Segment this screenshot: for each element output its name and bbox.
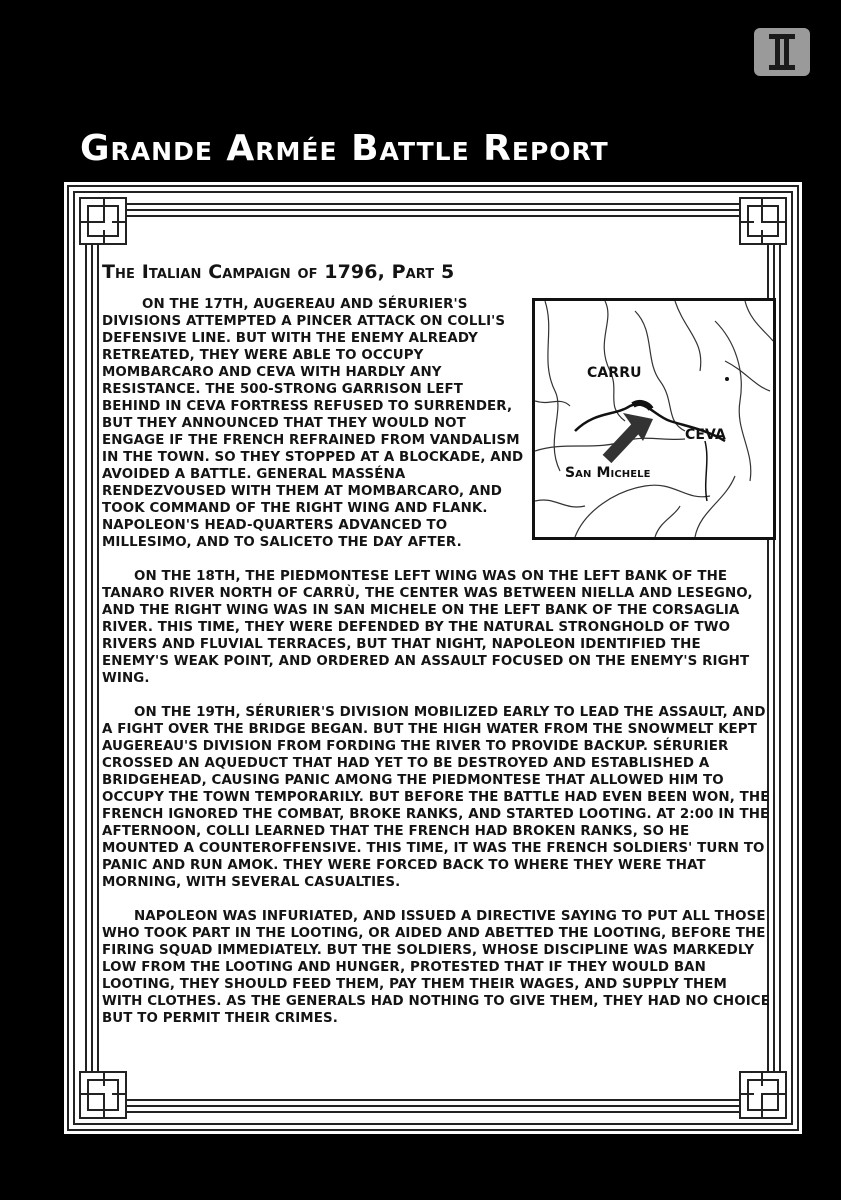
report-frame [64, 182, 802, 1134]
paragraph-1: ON THE 17TH, AUGEREAU AND SÉRURIER'S DIVISIONS ATTEMPTED A PINCER ATTACK ON COLLI'S DEFENSIVE LINE. BUT WITH THE ENEMY ALREADY RETREATED, THEY WERE ABLE TO OCCUPY MOMBARCARO AND CEVA WITH HARDLY ANY RESISTANCE. THE 500-STRONG GARRISON LEFT BEHIND IN CEVA FORTRESS REFUSED TO SURRENDER, BUT THEY ANNOUNCED THAT THEY WOULD NOT ENGAGE IF THE FRENCH REFRAINED FROM VANDALISM IN THE TOWN. SO THEY STOPPED AT A BLOCKADE, AND AVOIDED A BATTLE. GENERAL MASSÉNA RENDEZVOUSED WITH THEM AT MOMBARCARO, AND TOOK COMMAND OF THE RIGHT WING AND FLANK. NAPOLEON'S HEAD-QUARTERS ADVANCED TO MILLESIMO, AND TO SALICETO THE DAY AFTER. [102, 297, 524, 550]
article-subtitle: The Italian Campaign of 1796, Part 5 [102, 261, 455, 283]
article-body [102, 260, 770, 1044]
paragraph-3: ON THE 19TH, SÉRURIER'S DIVISION MOBILIZED EARLY TO LEAD THE ASSAULT, AND A FIGHT OVER THE BRIDGE BEGAN. BUT THE HIGH WATER FROM THE SNOWMELT KEPT AUGEREAU'S DIVISION FROM FORDING THE RIVER TO PROVIDE BACKUP. SÉRURIER CROSSED AN AQUEDUCT THAT HAD YET TO BE DESTROYED AND ESTABLISHED A BRIDGEHEAD, CAUSING PANIC AMONG THE PIEDMONTESE THAT ALLOWED HIM TO OCCUPY THE TOWN TEMPORARILY. BUT BEFORE THE BATTLE HAD EVEN BEEN WON, THE FRENCH IGNORED THE COMBAT, BROKE RANKS, AND STARTED LOOTING. AT 2:00 IN THE AFTERNOON, COLLI LEARNED THAT THE FRENCH HAD BROKEN RANKS, SO HE MOUNTED A COUNTEROFFENSIVE. THIS TIME, IT WAS THE FRENCH SOLDIERS' TURN TO PANIC AND RUN AMOK. THEY WERE FORCED BACK TO WHERE THEY WERE THAT MORNING, WITH SEVERAL CASUALTIES. [102, 705, 770, 890]
campaign-map [532, 298, 776, 540]
map-label-carru: CARRU [587, 365, 642, 381]
roman-numeral-icon [769, 34, 795, 70]
paragraph-4: NAPOLEON WAS INFURIATED, AND ISSUED A DIRECTIVE SAYING TO PUT ALL THOSE WHO TOOK PART IN THE LOOTING, OR AIDED AND ABETTED THE LOOTING, BEFORE THE FIRING SQUAD IMMEDIATELY. BUT THE SOLDIERS, WHOSE DISCIPLINE WAS MARKEDLY LOW FROM THE LOOTING AND HUNGER, PROTESTED THAT IF THEY WOULD BAN LOOTING, THEY SHOULD FEED THEM, PAY THEM THEIR WAGES, AND SUPPLY THEM WITH CLOTHES. AS THE GENERALS HAD NOTHING TO GIVE THEM, THEY HAD NO CHOICE BUT TO PERMIT THEIR CRIMES. [102, 909, 770, 1026]
chapter-tab [754, 28, 810, 76]
map-label-ceva: CEVA [685, 427, 726, 443]
map-label-san-michele: San Michele [565, 465, 651, 481]
page-title: Grande Armée Battle Report [80, 128, 609, 169]
terrain-map-icon [535, 301, 773, 537]
paragraph-2: ON THE 18TH, THE PIEDMONTESE LEFT WING WAS ON THE LEFT BANK OF THE TANARO RIVER NORTH OF CARRÙ, THE CENTER WAS BETWEEN NIELLA AND LESEGNO, AND THE RIGHT WING WAS IN SAN MICHELE ON THE LEFT BANK OF THE CORSAGLIA RIVER. THIS TIME, THEY WERE DEFENDED BY THE NATURAL STRONGHOLD OF TWO RIVERS AND FLUVIAL TERRACES, BUT THAT NIGHT, NAPOLEON IDENTIFIED THE ENEMY'S WEAK POINT, AND ORDERED AN ASSAULT FOCUSED ON THE ENEMY'S RIGHT WING. [102, 569, 753, 686]
